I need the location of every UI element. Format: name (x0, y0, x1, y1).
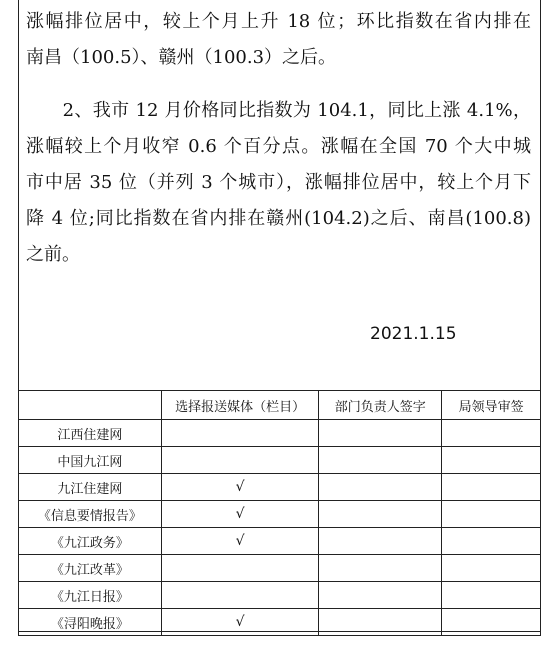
selection-cell[interactable] (161, 447, 319, 474)
header-cell (19, 391, 162, 420)
leader-approval-cell[interactable] (442, 420, 541, 447)
media-name: 九江住建网 (19, 474, 162, 501)
leader-approval-cell[interactable] (442, 555, 541, 582)
leader-approval-cell[interactable] (442, 582, 541, 609)
text-line: 2、我市 12 月价格同比指数为 104.1，同比上涨 4.1%， (26, 100, 531, 121)
media-name: 江西住建网 (19, 420, 162, 447)
media-name: 《九江改革》 (19, 555, 162, 582)
text-line: 涨幅较上个月收窄 0.6 个百分点。涨幅在全国 70 个大中城 (26, 136, 531, 157)
media-name: 《九江政务》 (19, 528, 162, 555)
leader-approval-cell[interactable] (442, 528, 541, 555)
table-row (19, 447, 541, 474)
table-row (19, 582, 541, 609)
document-date: 2021.1.15 (370, 324, 457, 344)
table-row (19, 609, 541, 636)
media-name: 《信息要情报告》 (19, 501, 162, 528)
department-signature-cell[interactable] (319, 447, 442, 474)
selection-cell[interactable]: √ (161, 528, 319, 555)
department-signature-cell[interactable] (319, 555, 442, 582)
table-row (19, 474, 541, 501)
department-signature-cell[interactable] (319, 474, 442, 501)
paragraph-1 (26, 4, 531, 76)
table-row (19, 555, 541, 582)
header-cell: 部门负责人签字 (319, 391, 442, 420)
selection-cell[interactable] (161, 555, 319, 582)
header-cell: 局领导审签 (442, 391, 541, 420)
selection-cell[interactable] (161, 582, 319, 609)
media-approval-table (18, 390, 541, 636)
table-row (19, 528, 541, 555)
paragraph-2 (26, 93, 531, 273)
selection-cell[interactable]: √ (161, 501, 319, 528)
leader-approval-cell[interactable] (442, 474, 541, 501)
media-name: 《九江日报》 (19, 582, 162, 609)
media-name: 中国九江网 (19, 447, 162, 474)
table-row (19, 501, 541, 528)
media-name: 《浔阳晚报》 (19, 609, 162, 636)
text-line: 涨幅排位居中，较上个月上升 18 位；环比指数在省内排在 (26, 11, 531, 32)
selection-cell[interactable]: √ (161, 609, 319, 636)
department-signature-cell[interactable] (319, 420, 442, 447)
table-header-row (19, 391, 541, 420)
text-line: 之前。 (26, 244, 80, 265)
header-cell: 选择报送媒体（栏目） (161, 391, 319, 420)
selection-cell[interactable] (161, 420, 319, 447)
leader-approval-cell[interactable] (442, 501, 541, 528)
department-signature-cell[interactable] (319, 582, 442, 609)
leader-approval-cell[interactable] (442, 447, 541, 474)
leader-approval-cell[interactable] (442, 609, 541, 636)
table-row (19, 420, 541, 447)
text-line: 南昌（100.5）、赣州（100.3）之后。 (26, 47, 337, 68)
department-signature-cell[interactable] (319, 528, 442, 555)
department-signature-cell[interactable] (319, 501, 442, 528)
text-line: 市中居 35 位（并列 3 个城市），涨幅排位居中，较上个月下 (26, 172, 531, 193)
selection-cell[interactable]: √ (161, 474, 319, 501)
text-line: 降 4 位;同比指数在省内排在赣州(104.2)之后、南昌(100.8) (26, 208, 531, 229)
department-signature-cell[interactable] (319, 609, 442, 636)
